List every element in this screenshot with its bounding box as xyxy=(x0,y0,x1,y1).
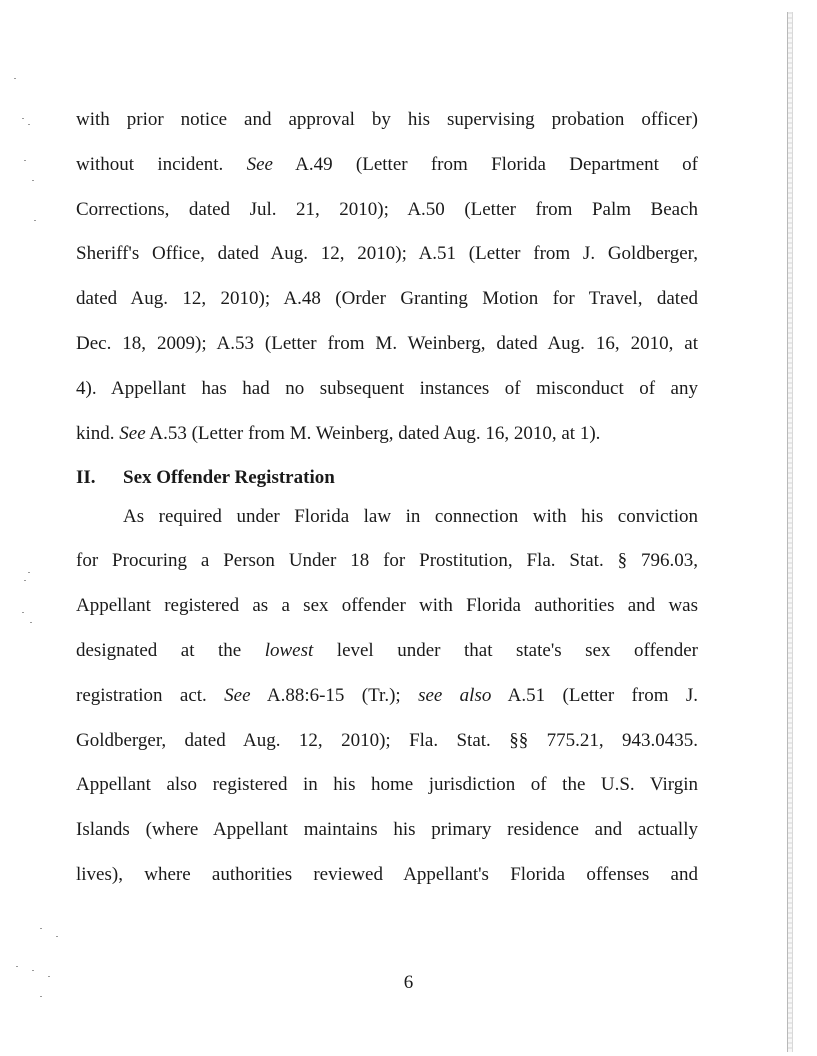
body-text-line: As required under Florida law in connection with his conviction xyxy=(123,506,698,527)
body-text-line: for Procuring a Person Under 18 for Prostitution, Fla. Stat. § 796.03, xyxy=(76,550,698,571)
scan-edge-shadow xyxy=(787,12,793,1052)
body-text-line: lives), where authorities reviewed Appellant's Florida offenses and xyxy=(76,864,698,885)
scan-speck xyxy=(22,612,24,613)
emphasis-text: lowest xyxy=(264,640,314,661)
scan-speck xyxy=(40,928,42,929)
body-text-line: Goldberger, dated Aug. 12, 2010); Fla. Stat. §§ 775.21, 943.0435. xyxy=(76,730,698,751)
body-text-line: Appellant registered as a sex offender with Florida authorities and was xyxy=(76,595,698,616)
scan-speck xyxy=(16,966,18,967)
scan-speck xyxy=(48,976,50,977)
body-text-line: Corrections, dated Jul. 21, 2010); A.50 (Letter from Palm Beach xyxy=(76,199,698,220)
body-text-line: designated at the lowest level under that state's sex offender xyxy=(76,640,698,661)
body-text-line: Appellant also registered in his home jurisdiction of the U.S. Virgin xyxy=(76,774,698,795)
body-text-line: without incident. See A.49 (Letter from Florida Department of xyxy=(76,154,699,175)
body-text-line: dated Aug. 12, 2010); A.48 (Order Granting Motion for Travel, dated xyxy=(76,288,698,309)
page-number: 6 xyxy=(403,972,414,993)
section-number: II. xyxy=(76,467,96,488)
citation-signal: See xyxy=(246,154,273,175)
body-text-line: Dec. 18, 2009); A.53 (Letter from M. Weinberg, dated Aug. 16, 2010, at xyxy=(76,333,698,354)
scan-speck xyxy=(14,78,16,79)
section-heading xyxy=(76,467,335,489)
citation-signal: See xyxy=(119,423,146,444)
body-text-line: Sheriff's Office, dated Aug. 12, 2010); A.51 (Letter from J. Goldberger, xyxy=(76,243,698,264)
body-text-line: registration act. See A.88:6-15 (Tr.); see also A.51 (Letter from J. xyxy=(76,685,698,706)
body-text-line: 4). Appellant has had no subsequent instances of misconduct of any xyxy=(76,378,698,399)
scan-speck xyxy=(34,220,36,221)
scan-speck xyxy=(28,124,30,125)
body-text-line: kind. See A.53 (Letter from M. Weinberg, dated Aug. 16, 2010, at 1). xyxy=(76,423,601,444)
scan-speck xyxy=(22,118,24,119)
scan-speck xyxy=(40,996,42,997)
body-text-line: with prior notice and approval by his supervising probation officer) xyxy=(76,109,698,130)
scan-speck xyxy=(24,160,26,161)
citation-signal: See xyxy=(224,685,251,706)
scan-speck xyxy=(24,580,26,581)
scan-speck xyxy=(56,936,58,937)
citation-signal: see also xyxy=(418,685,492,706)
scan-speck xyxy=(32,970,34,971)
scan-speck xyxy=(30,622,32,623)
section-title: Sex Offender Registration xyxy=(123,467,335,488)
body-text-line: Islands (where Appellant maintains his primary residence and actually xyxy=(76,819,698,840)
scan-speck xyxy=(32,180,34,181)
scan-speck xyxy=(28,572,30,573)
